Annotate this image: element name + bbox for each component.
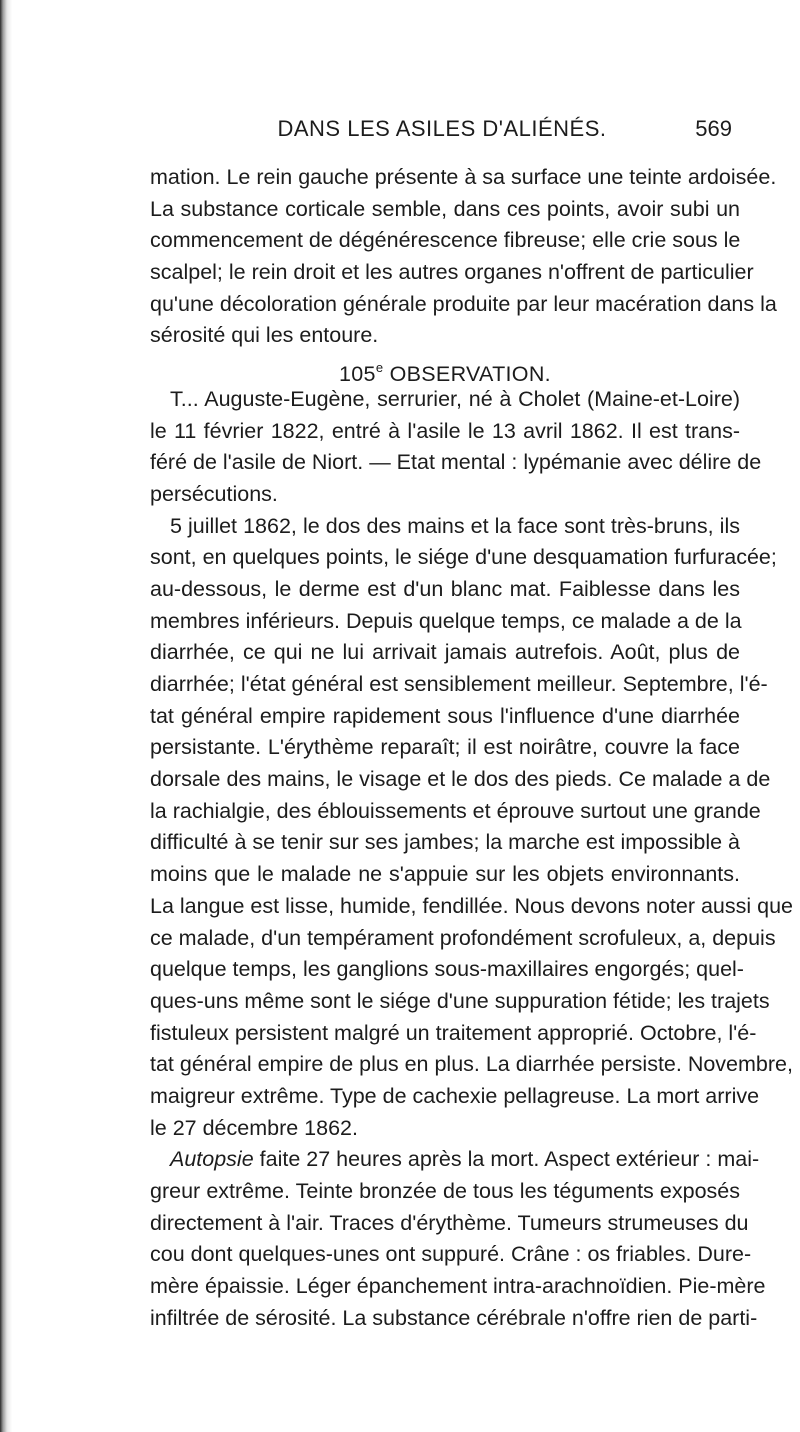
observation-number: 105	[339, 362, 376, 387]
text-line: moins que le malade ne s'appuie sur les objets environnants.	[150, 862, 740, 887]
text-line: persécutions.	[150, 481, 278, 506]
body-text	[150, 162, 794, 1334]
text-line: la rachialgie, des éblouissements et éprouve surtout une grande	[150, 798, 761, 823]
text-line: greur extrême. Teinte bronzée de tous les téguments exposés	[150, 1179, 740, 1203]
text-line: persistante. L'érythème reparaît; il est noirâtre, couvre la face	[150, 735, 740, 760]
text-line: mère épaissie. Léger épanchement intra-arachnoïdien. Pie-mère	[150, 1274, 766, 1299]
text-line: qu'une décoloration générale produite par leur macération dans la	[150, 291, 777, 316]
text-line: sérosité qui les entoure.	[150, 323, 379, 348]
text-line: féré de l'asile de Niort. — Etat mental : lypémanie avec délire de	[150, 450, 762, 475]
binding-edge	[0, 0, 12, 1432]
text-line: maigreur extrême. Type de cachexie pellagreuse. La mort arrive	[150, 1083, 760, 1108]
text-line: ques-uns même sont le siége d'une suppuration fétide; les trajets	[150, 988, 770, 1013]
text-line: La langue est lisse, humide, fendillée. Nous devons noter aussi que	[150, 893, 794, 918]
text-line: diarrhée, ce qui ne lui arrivait jamais autrefois. Août, plus de	[150, 640, 740, 665]
text-line: T... Auguste-Eugène, serrurier, né à Cholet (Maine-et-Loire)	[170, 386, 740, 411]
text-line: membres inférieurs. Depuis quelque temps, ce malade a de la	[150, 608, 742, 633]
text-line: tat général empire rapidement sous l'influence d'une diarrhée	[150, 703, 740, 728]
autopsie-label: Autopsie	[170, 1147, 254, 1172]
text-line	[150, 1144, 760, 1176]
text-line: le 11 février 1822, entré à l'asile le 13 avril 1862. Il est trans-	[150, 418, 740, 443]
observation-heading	[150, 352, 740, 387]
text-line: commencement de dégénérescence fibreuse; elle crie sous le	[150, 228, 741, 253]
text-line: fistuleux persistent malgré un traitement approprié. Octobre, l'é-	[150, 1020, 757, 1045]
text-line: infiltrée de sérosité. La substance cérébrale n'offre rien de parti-	[150, 1305, 758, 1330]
text-line: ce malade, d'un tempérament profondément scrofuleux, a, depuis	[150, 925, 776, 950]
text-line: tat général empire de plus en plus. La diarrhée persiste. Novembre,	[150, 1052, 793, 1077]
text-line: diarrhée; l'état général est sensiblement meilleur. Septembre, l'é-	[150, 672, 768, 696]
text-run: faite 27 heures après la mort. Aspect extérieur : mai-	[253, 1147, 760, 1172]
text-line: scalpel; le rein droit et les autres organes n'offrent de particulier	[150, 260, 754, 285]
text-line: quelque temps, les ganglions sous-maxillaires engorgés; quel-	[150, 957, 744, 982]
ordinal-suffix: e	[375, 360, 384, 376]
text-line: La substance corticale semble, dans ces points, avoir subi un	[150, 196, 740, 221]
text-line: difficulté à se tenir sur ses jambes; la marche est impossible à	[150, 830, 740, 855]
running-title: DANS LES ASILES D'ALIÉNÉS.	[277, 116, 607, 141]
text-line: dorsale des mains, le visage et le dos des pieds. Ce malade a de	[150, 767, 771, 792]
page-number: 569	[695, 116, 732, 141]
text-line: sont, en quelques points, le siége d'une desquamation furfuracée;	[150, 545, 777, 570]
running-head	[152, 114, 732, 144]
text-line: directement à l'air. Traces d'érythème. Tumeurs strumeuses du	[150, 1210, 749, 1235]
text-line: cou dont quelques-unes ont suppuré. Crâne : os friables. Dure-	[150, 1242, 752, 1267]
observation-title: OBSERVATION.	[383, 362, 551, 387]
text-line: mation. Le rein gauche présente à sa surface une teinte ardoisée.	[150, 165, 777, 189]
text-line: au-dessous, le derme est d'un blanc mat. Faiblesse dans les	[150, 576, 740, 601]
text-line: le 27 décembre 1862.	[150, 1115, 358, 1140]
text-line: 5 juillet 1862, le dos des mains et la face sont très-bruns, ils	[170, 513, 740, 538]
